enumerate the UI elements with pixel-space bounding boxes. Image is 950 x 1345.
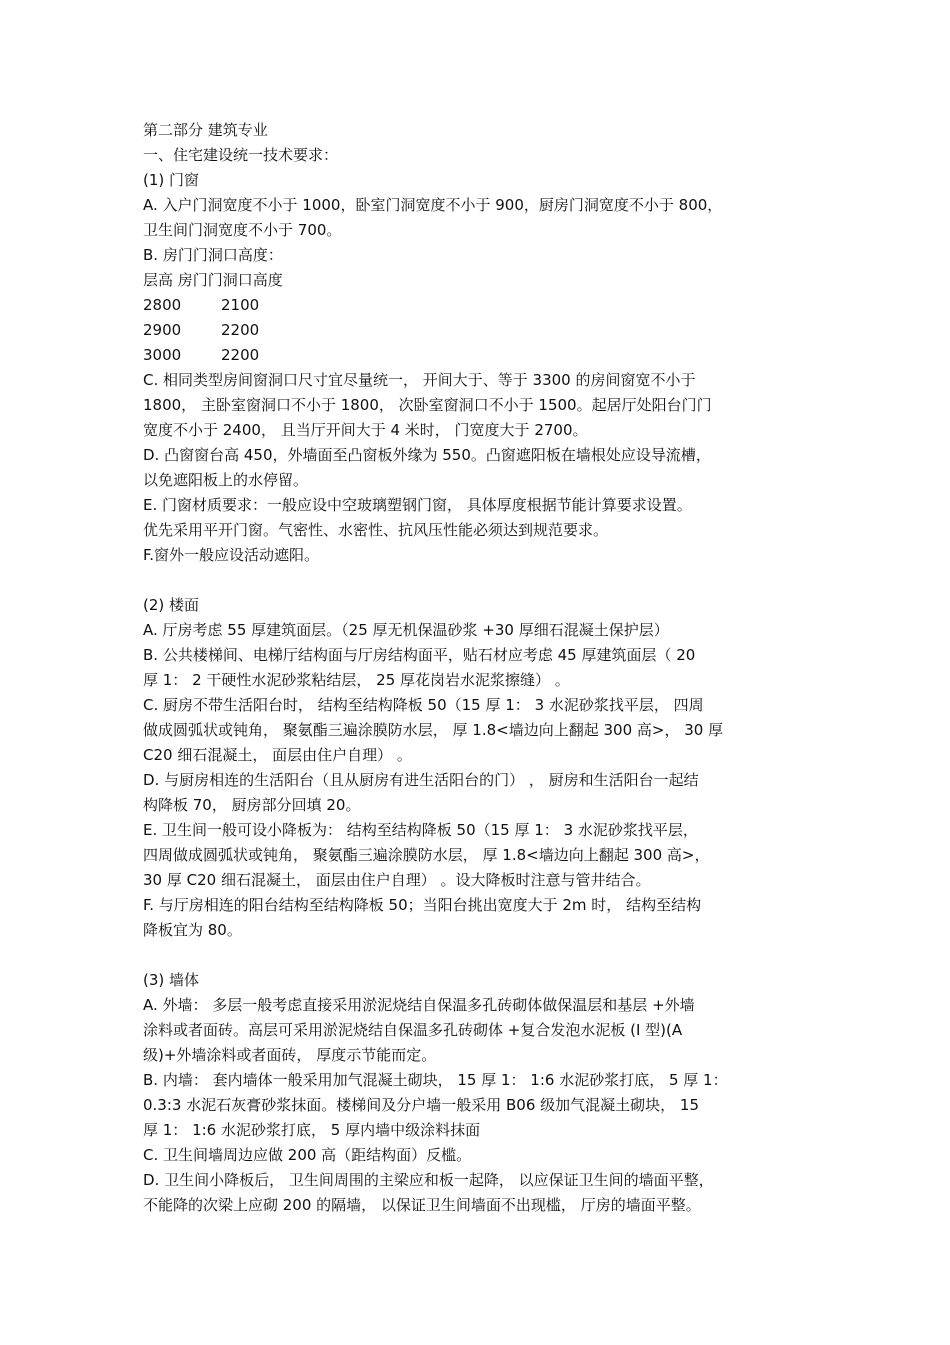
doors-windows-heading: (1) 门窗: [143, 171, 200, 189]
spacer: [143, 568, 811, 593]
table-cell: 2100: [221, 296, 260, 314]
floor-heading: (2) 楼面: [143, 596, 200, 614]
paragraph-line: D. 凸窗窗台高 450，外墙面至凸窗板外缘为 550。凸窗遮阳板在墙根处应设导流槽，: [143, 446, 711, 464]
document-page: [143, 118, 811, 1218]
table-cell: 2200: [221, 346, 260, 364]
table-cell: 2800: [143, 296, 182, 314]
table-row: [143, 343, 811, 368]
table-cell: 2900: [143, 321, 182, 339]
paragraph-line: 30 厚 C20 细石混凝土， 面层由住户自理） 。设大降板时注意与管井结合。: [143, 871, 651, 889]
paragraph-line: B. 内墙： 套内墙体一般采用加气混凝土砌块， 15 厚 1： 1:6 水泥砂浆打底， 5 厚 1：: [143, 1071, 728, 1089]
paragraph-line: 宽度不小于 2400， 且当厅开间大于 4 米时， 门宽度大于 2700。: [143, 421, 588, 439]
paragraph-line: 卫生间门洞宽度不小于 700。: [143, 221, 342, 239]
table-header: 层高 房门门洞口高度: [143, 271, 283, 289]
paragraph-line: A. 外墙： 多层一般考虑直接采用淤泥烧结自保温多孔砖砌体做保温层和基层 +外墙: [143, 996, 695, 1014]
paragraph-line: 优先采用平开门窗。气密性、水密性、抗风压性能必须达到规范要求。: [143, 521, 609, 539]
spacer: [143, 943, 811, 968]
walls-heading: (3) 墙体: [143, 971, 200, 989]
paragraph-line: 厚 1： 2 干硬性水泥砂浆粘结层， 25 厚花岗岩水泥浆擦缝） 。: [143, 671, 570, 689]
paragraph-line: 做成圆弧状或钝角， 聚氨酯三遍涂膜防水层， 厚 1.8<墙边向上翻起 300 高>， 30 厚: [143, 721, 724, 739]
paragraph-line: E. 门窗材质要求：一般应设中空玻璃塑钢门窗， 具体厚度根据节能计算要求设置。: [143, 496, 692, 514]
table-cell: 2200: [221, 321, 260, 339]
paragraph-line: D. 卫生间小降板后， 卫生间周围的主梁应和板一起降， 以应保证卫生间的墙面平整，: [143, 1171, 714, 1189]
paragraph-line: F.窗外一般应设活动遮阳。: [143, 546, 319, 564]
table-row: [143, 293, 811, 318]
paragraph-line: 不能降的次梁上应砌 200 的隔墙， 以保证卫生间墙面不出现槛， 厅房的墙面平整。: [143, 1196, 701, 1214]
paragraph-line: 0.3:3 水泥石灰膏砂浆抹面。楼梯间及分户墙一般采用 B06 级加气混凝土砌块， 15: [143, 1096, 699, 1114]
paragraph-line: C. 相同类型房间窗洞口尺寸宜尽量统一， 开间大于、等于 3300 的房间窗宽不小于: [143, 371, 696, 389]
paragraph-line: E. 卫生间一般可设小降板为： 结构至结构降板 50（15 厚 1： 3 水泥砂浆找平层，: [143, 821, 698, 839]
table-cell: 3000: [143, 346, 182, 364]
paragraph-line: 降板宜为 80。: [143, 921, 242, 939]
paragraph-line: 厚 1： 1:6 水泥砂浆打底， 5 厚内墙中级涂料抹面: [143, 1121, 481, 1139]
paragraph-line: B. 房门门洞口高度：: [143, 246, 283, 264]
paragraph-line: 1800， 主卧室窗洞口不小于 1800， 次卧室窗洞口不小于 1500。起居厅处阳台门门: [143, 396, 712, 414]
table-row: [143, 318, 811, 343]
paragraph-line: C. 卫生间墙周边应做 200 高（距结构面）反槛。: [143, 1146, 472, 1164]
paragraph-line: A. 厅房考虑 55 厚建筑面层。（25 厚无机保温砂浆 +30 厚细石混凝土保护层）: [143, 621, 669, 639]
paragraph-line: C20 细石混凝土， 面层由住户自理） 。: [143, 746, 412, 764]
part-title: 第二部分 建筑专业: [143, 121, 268, 139]
paragraph-line: F. 与厅房相连的阳台结构至结构降板 50；当阳台挑出宽度大于 2m 时， 结构至结构: [143, 896, 702, 914]
paragraph-line: 四周做成圆弧状或钝角， 聚氨酯三遍涂膜防水层， 厚 1.8<墙边向上翻起 300 高>，: [143, 846, 710, 864]
paragraph-line: 涂料或者面砖。高层可采用淤泥烧结自保温多孔砖砌体 +复合发泡水泥板 (I 型)(A: [143, 1021, 683, 1039]
paragraph-line: 构降板 70， 厨房部分回填 20。: [143, 796, 361, 814]
section-title: 一、住宅建设统一技术要求：: [143, 146, 339, 164]
paragraph-line: 以免遮阳板上的水停留。: [143, 471, 309, 489]
paragraph-line: B. 公共楼梯间、电梯厅结构面与厅房结构面平，贴石材应考虑 45 厚建筑面层（ 20: [143, 646, 696, 664]
paragraph-line: C. 厨房不带生活阳台时， 结构至结构降板 50（15 厚 1： 3 水泥砂浆找平层， 四周: [143, 696, 704, 714]
paragraph-line: D. 与厨房相连的生活阳台（且从厨房有进生活阳台的门） ， 厨房和生活阳台一起结: [143, 771, 699, 789]
paragraph-line: A. 入户门洞宽度不小于 1000，卧室门洞宽度不小于 900，厨房门洞宽度不小于 800，: [143, 196, 723, 214]
paragraph-line: 级)+外墙涂料或者面砖， 厚度示节能而定。: [143, 1046, 437, 1064]
